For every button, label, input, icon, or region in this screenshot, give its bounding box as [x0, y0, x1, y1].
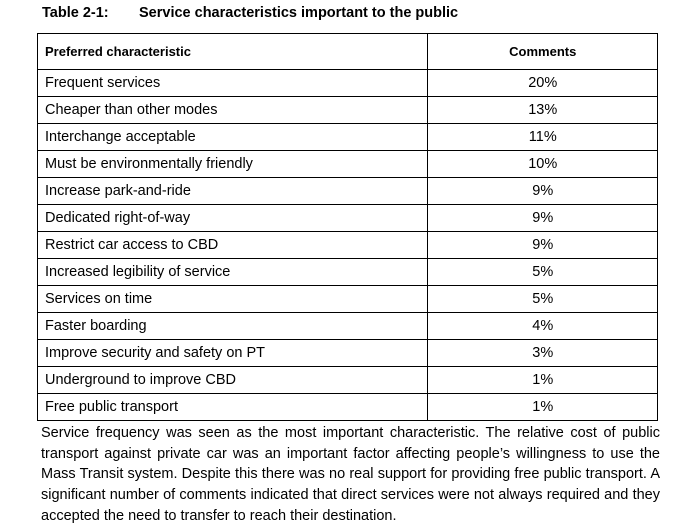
comments-cell: 20%	[428, 70, 658, 97]
service-characteristics-table	[37, 33, 658, 421]
table-body	[38, 70, 658, 421]
characteristic-cell: Increase park-and-ride	[38, 178, 428, 205]
characteristic-cell: Faster boarding	[38, 313, 428, 340]
characteristic-cell: Cheaper than other modes	[38, 97, 428, 124]
characteristic-cell: Dedicated right-of-way	[38, 205, 428, 232]
table-caption	[42, 5, 458, 21]
comments-cell: 9%	[428, 178, 658, 205]
characteristic-cell: Underground to improve CBD	[38, 367, 428, 394]
comments-cell: 13%	[428, 97, 658, 124]
table-row	[38, 394, 658, 421]
table-number: Table 2-1:	[42, 5, 109, 21]
table-row	[38, 313, 658, 340]
header-comments: Comments	[428, 34, 658, 70]
table-row	[38, 151, 658, 178]
table-row	[38, 97, 658, 124]
characteristic-cell: Increased legibility of service	[38, 259, 428, 286]
characteristic-cell: Must be environmentally friendly	[38, 151, 428, 178]
characteristic-cell: Free public transport	[38, 394, 428, 421]
body-paragraph: Service frequency was seen as the most important characteristic. The relative cost of public transport against private car was an important factor affecting people’s willingness to use the Mass Transit system. Despite this there was no real support for providing free public transport. A significant number of comments indicated that direct services were not always required and they accepted the need to transfer to reach their destination.	[41, 425, 660, 524]
characteristic-cell: Improve security and safety on PT	[38, 340, 428, 367]
table-row	[38, 259, 658, 286]
comments-cell: 9%	[428, 232, 658, 259]
table-row	[38, 205, 658, 232]
table-row	[38, 70, 658, 97]
table-row	[38, 232, 658, 259]
comments-cell: 10%	[428, 151, 658, 178]
table-row	[38, 340, 658, 367]
table-row	[38, 178, 658, 205]
table-header-row	[38, 34, 658, 70]
table-row	[38, 367, 658, 394]
comments-cell: 1%	[428, 394, 658, 421]
comments-cell: 9%	[428, 205, 658, 232]
table-title: Service characteristics important to the public	[139, 5, 459, 21]
comments-cell: 5%	[428, 286, 658, 313]
characteristic-cell: Restrict car access to CBD	[38, 232, 428, 259]
header-preferred-characteristic: Preferred characteristic	[38, 34, 428, 70]
comments-cell: 1%	[428, 367, 658, 394]
characteristic-cell: Frequent services	[38, 70, 428, 97]
table-row	[38, 124, 658, 151]
comments-cell: 3%	[428, 340, 658, 367]
table-row	[38, 286, 658, 313]
comments-cell: 4%	[428, 313, 658, 340]
comments-cell: 11%	[428, 124, 658, 151]
characteristic-cell: Interchange acceptable	[38, 124, 428, 151]
comments-cell: 5%	[428, 259, 658, 286]
characteristic-cell: Services on time	[38, 286, 428, 313]
